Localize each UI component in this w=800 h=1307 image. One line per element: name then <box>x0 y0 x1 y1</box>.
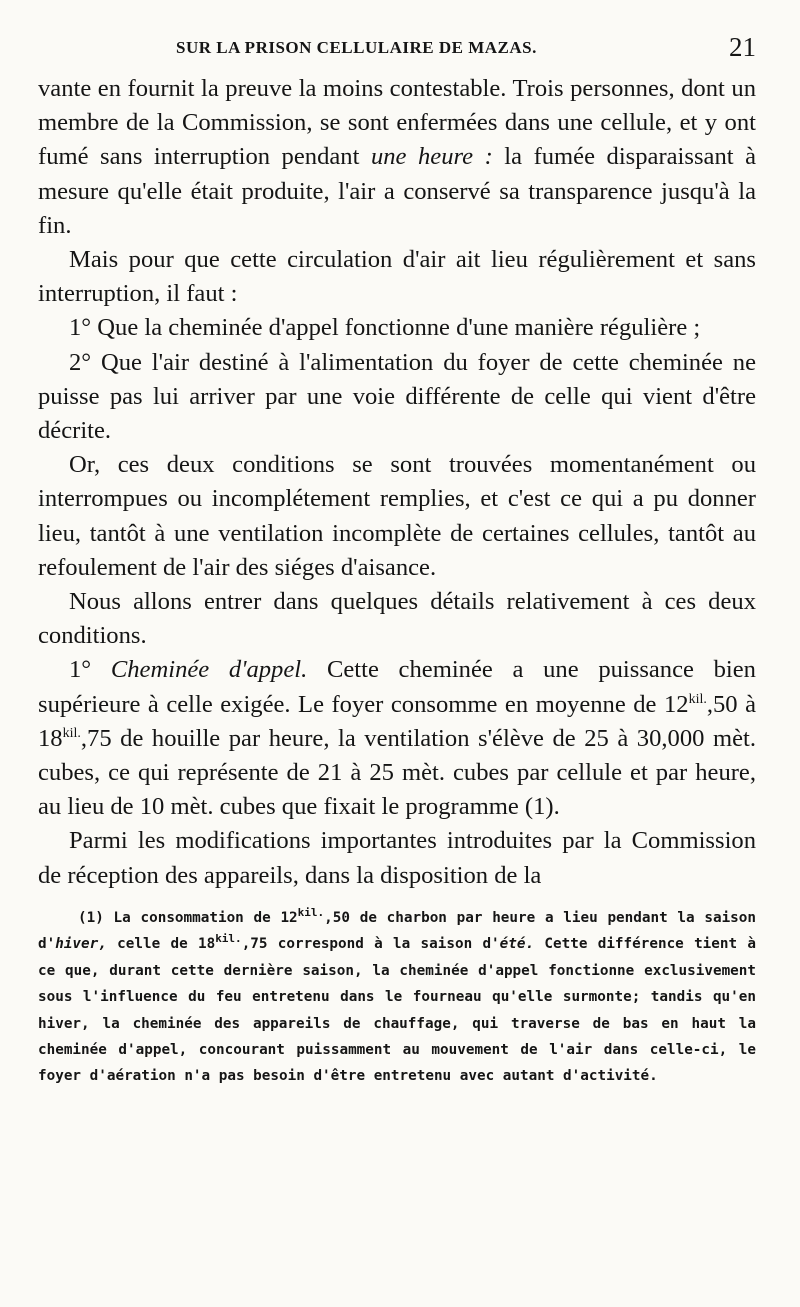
page-number: 21 <box>729 32 756 62</box>
paragraph-1-text: vante en fournit la preuve la moins contestable. Trois personnes, dont un membre de la Commission, se sont enfermées dans une cellule, et y ont fumé sans interruption pendant <box>38 75 756 171</box>
paragraph-4: 2° Que l'air destiné à l'alimentation du foyer de cette cheminée ne puisse pas lui arriver par une voie différente de celle qui vient d'être décrite. <box>38 348 756 445</box>
footnote-text-c: celle de 18 <box>106 936 216 953</box>
book-page <box>38 28 756 1090</box>
paragraph-7-text-a: Cette cheminée a une puissance bien supérieure à celle exigée. Le foyer consomme en moyenne de 12 <box>38 656 756 718</box>
footnote-italic-ete: été. <box>499 936 535 953</box>
footnote-text-d: ,75 correspond à la saison d' <box>241 936 500 953</box>
paragraph-7-text-b: ,50 à 18 <box>38 690 756 752</box>
paragraph-6: Nous allons entrer dans quelques détails relativement à ces deux conditions. <box>38 588 756 650</box>
body-text <box>38 72 756 893</box>
unit-superscript: kil. <box>297 905 325 919</box>
paragraph-7-text-c: ,75 de houille par heure, la ventilation s'élève de 25 à 30,000 mèt. cubes, ce qui représente de 21 à 25 mèt. cubes par cellule et par heure, au lieu de 10 mèt. cubes que fixait le programme (1). <box>38 724 756 821</box>
footnotes <box>38 905 756 1090</box>
unit-superscript: kil. <box>688 691 707 707</box>
footnote-text-b: ,50 de charbon par heure a lieu pendant la saison d' <box>38 909 757 953</box>
footnote-text-a: (1) La consommation de 12 <box>78 909 298 926</box>
paragraph-7 <box>38 653 756 824</box>
unit-superscript: kil. <box>62 725 81 741</box>
footnote-1 <box>38 905 756 1090</box>
paragraph-1-tail: la fumée disparaissant à mesure qu'elle était produite, l'air a conservé sa transparence jusqu'à la fin. <box>38 143 757 239</box>
paragraph-5: Or, ces deux conditions se sont trouvées momentanément ou interrompues ou incomplétement remplies, et c'est ce qui a pu donner lieu, tantôt à une ventilation incomplète de certaines cellules, tantôt au refoulement de l'air des siéges d'aisance. <box>38 451 756 581</box>
unit-superscript: kil. <box>215 932 242 946</box>
paragraph-7-italic: Cheminée d'appel. <box>110 656 308 684</box>
paragraph-1 <box>38 72 756 243</box>
paragraph-2: Mais pour que cette circulation d'air ait lieu régulièrement et sans interruption, il faut : <box>38 246 756 308</box>
footnote-text-e: Cette différence tient à ce que, durant cette dernière saison, la cheminée d'appel fonctionne exclusivement sous l'influence du feu entretenu dans le fourneau qu'elle surmonte; tandis qu'en hiver, la cheminée des appareils de chauffage, qui traverse de bas en haut la cheminée d'appel, concourant puissamment au mouvement de l'air dans celle-ci, le foyer d'aération n'a pas besoin d'être entretenu avec autant d'activité. <box>38 936 756 1085</box>
paragraph-1-italic: une heure : <box>370 143 493 171</box>
paragraph-3: 1° Que la cheminée d'appel fonctionne d'une manière régulière ; <box>69 314 701 342</box>
footnote-italic-hiver: hiver, <box>55 936 107 953</box>
page-header <box>38 28 756 72</box>
paragraph-8: Parmi les modifications importantes introduites par la Commission de réception des appareils, dans la disposition de la <box>38 827 756 889</box>
running-head: SUR LA PRISON CELLULAIRE DE MAZAS. <box>176 38 537 57</box>
paragraph-7-number: 1° <box>69 656 92 684</box>
